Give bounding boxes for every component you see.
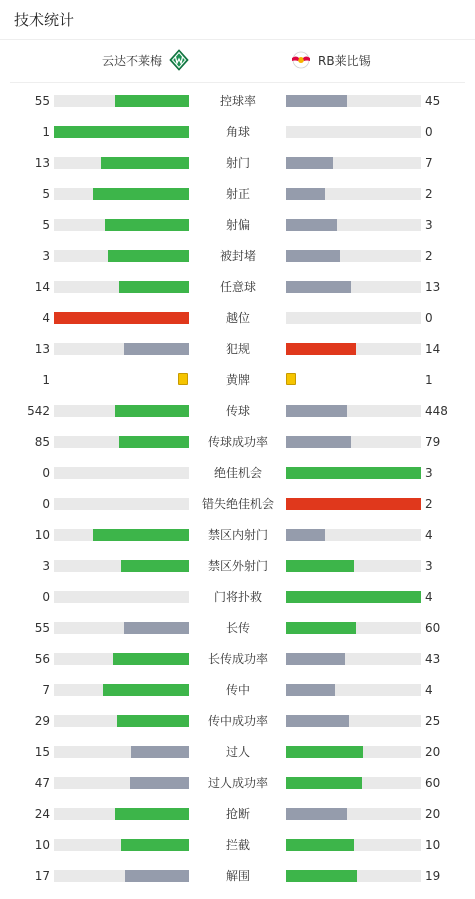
home-bar-fill — [115, 95, 189, 107]
stat-label: 错失绝佳机会 — [201, 497, 274, 511]
away-value: 45 — [425, 94, 441, 108]
home-bar-fill — [54, 126, 189, 138]
stat-label: 越位 — [225, 311, 250, 325]
stat-row — [0, 155, 475, 186]
away-bar-track — [286, 870, 421, 882]
home-value: 5 — [42, 218, 50, 232]
away-bar-track — [286, 250, 421, 262]
away-bar-track — [286, 126, 421, 138]
home-bar-track — [54, 281, 189, 293]
away-bar-track — [286, 467, 421, 479]
home-bar-fill — [105, 219, 189, 231]
away-bar-track — [286, 436, 421, 448]
away-bar-fill — [286, 467, 421, 479]
stat-row — [0, 775, 475, 806]
home-bar-track — [54, 839, 189, 851]
away-bar-fill — [286, 188, 325, 200]
away-value: 4 — [425, 683, 433, 697]
away-bar-track — [286, 777, 421, 789]
away-value: 79 — [425, 435, 441, 449]
away-bar-track — [286, 560, 421, 572]
away-bar-track — [286, 281, 421, 293]
stat-row — [0, 186, 475, 217]
stat-row — [0, 806, 475, 837]
away-bar-fill — [286, 281, 351, 293]
werder-bremen-logo-icon — [168, 49, 190, 71]
away-bar-track — [286, 343, 421, 355]
away-bar-track — [286, 95, 421, 107]
away-value: 4 — [425, 528, 433, 542]
home-value: 542 — [27, 404, 50, 418]
home-bar-fill — [117, 715, 189, 727]
stat-row — [0, 837, 475, 868]
home-team[interactable] — [102, 49, 190, 71]
home-bar-track — [54, 591, 189, 603]
away-bar-track — [286, 312, 421, 324]
away-bar-track — [286, 653, 421, 665]
home-bar-track — [54, 436, 189, 448]
away-bar-fill — [286, 219, 337, 231]
stat-label: 过人 — [225, 745, 250, 759]
home-value: 10 — [34, 528, 50, 542]
stat-label: 拦截 — [225, 838, 250, 852]
away-bar-track — [286, 219, 421, 231]
away-value: 7 — [425, 156, 433, 170]
home-value: 13 — [34, 156, 50, 170]
home-value: 13 — [34, 342, 50, 356]
home-value: 85 — [34, 435, 50, 449]
stat-row — [0, 372, 475, 403]
away-bar-track — [286, 498, 421, 510]
home-bar-fill — [121, 839, 189, 851]
home-bar-fill — [124, 343, 189, 355]
stat-row — [0, 217, 475, 248]
away-value: 2 — [425, 249, 433, 263]
away-bar-track — [286, 405, 421, 417]
away-value: 60 — [425, 776, 441, 790]
stat-row — [0, 310, 475, 341]
home-bar-track — [54, 467, 189, 479]
away-bar-track — [286, 715, 421, 727]
away-value: 3 — [425, 466, 433, 480]
stat-row — [0, 682, 475, 713]
away-value: 10 — [425, 838, 441, 852]
away-bar-fill — [286, 653, 345, 665]
stat-label: 过人成功率 — [207, 776, 268, 790]
home-bar-track — [54, 405, 189, 417]
away-value: 20 — [425, 807, 441, 821]
away-bar-track — [286, 157, 421, 169]
home-value: 47 — [34, 776, 50, 790]
stat-row — [0, 403, 475, 434]
home-value: 56 — [34, 652, 50, 666]
stat-label: 传中成功率 — [207, 714, 268, 728]
home-bar-track — [54, 498, 189, 510]
home-bar-fill — [115, 808, 189, 820]
home-value: 29 — [34, 714, 50, 728]
stats-list — [0, 83, 475, 899]
away-bar-fill — [286, 343, 356, 355]
home-bar-fill — [119, 281, 189, 293]
stat-row — [0, 124, 475, 155]
stat-row — [0, 248, 475, 279]
away-bar-fill — [286, 715, 349, 727]
stat-label: 禁区内射门 — [207, 528, 268, 542]
home-bar-fill — [103, 684, 189, 696]
home-value: 7 — [42, 683, 50, 697]
home-value: 0 — [42, 466, 50, 480]
home-value: 10 — [34, 838, 50, 852]
away-bar-fill — [286, 95, 347, 107]
home-bar-fill — [93, 529, 189, 541]
home-value: 55 — [34, 621, 50, 635]
stat-label: 被封堵 — [219, 249, 256, 263]
home-bar-track — [54, 188, 189, 200]
away-value: 25 — [425, 714, 441, 728]
stat-label: 禁区外射门 — [207, 559, 268, 573]
home-bar-fill — [121, 560, 189, 572]
home-value: 3 — [42, 559, 50, 573]
rb-leipzig-logo-icon — [290, 49, 312, 71]
away-bar-fill — [286, 250, 340, 262]
stat-label: 传球成功率 — [207, 435, 268, 449]
stat-label: 射门 — [225, 156, 250, 170]
stat-row — [0, 279, 475, 310]
home-bar-track — [54, 95, 189, 107]
away-value: 60 — [425, 621, 441, 635]
home-value: 3 — [42, 249, 50, 263]
home-value: 1 — [42, 373, 50, 387]
stat-row — [0, 744, 475, 775]
away-bar-track — [286, 684, 421, 696]
home-bar-track — [54, 312, 189, 324]
away-bar-track — [286, 591, 421, 603]
away-bar-fill — [286, 870, 357, 882]
stat-row — [0, 434, 475, 465]
stat-label: 任意球 — [219, 280, 256, 294]
away-value: 0 — [425, 311, 433, 325]
home-bar-fill — [131, 746, 189, 758]
away-bar-track — [286, 188, 421, 200]
teams-header — [10, 40, 465, 83]
stat-label: 长传 — [225, 621, 250, 635]
stat-label: 犯规 — [225, 342, 250, 356]
home-value: 17 — [34, 869, 50, 883]
header — [0, 0, 475, 40]
stat-label: 解围 — [225, 869, 250, 883]
away-value: 43 — [425, 652, 441, 666]
stat-label: 射偏 — [225, 218, 250, 232]
away-value: 14 — [425, 342, 441, 356]
home-bar-track — [54, 653, 189, 665]
stat-label: 控球率 — [219, 94, 256, 108]
away-value: 13 — [425, 280, 441, 294]
stat-label: 角球 — [225, 125, 250, 139]
away-value: 2 — [425, 187, 433, 201]
away-bar-fill — [286, 560, 354, 572]
stat-row — [0, 651, 475, 682]
away-team-name: RB莱比锡 — [318, 53, 371, 68]
stat-row — [0, 620, 475, 651]
stat-label: 传球 — [225, 404, 250, 418]
stat-row — [0, 341, 475, 372]
home-value: 0 — [42, 497, 50, 511]
home-bar-fill — [108, 250, 189, 262]
home-bar-track — [54, 746, 189, 758]
away-value: 2 — [425, 497, 433, 511]
stat-row — [0, 465, 475, 496]
home-yellow-card-icon — [178, 373, 188, 385]
away-bar-fill — [286, 684, 335, 696]
home-bar-track — [54, 622, 189, 634]
stat-label: 绝佳机会 — [213, 466, 262, 480]
home-bar-track — [54, 560, 189, 572]
away-bar-fill — [286, 808, 347, 820]
home-bar-fill — [54, 312, 189, 324]
home-bar-track — [54, 870, 189, 882]
stat-row — [0, 713, 475, 744]
home-bar-track — [54, 684, 189, 696]
away-bar-track — [286, 839, 421, 851]
stat-label: 传中 — [225, 683, 250, 697]
away-bar-fill — [286, 622, 356, 634]
home-bar-track — [54, 250, 189, 262]
away-bar-track — [286, 746, 421, 758]
home-bar-track — [54, 343, 189, 355]
page-title: 技术统计 — [14, 11, 75, 29]
home-value: 55 — [34, 94, 50, 108]
away-value: 4 — [425, 590, 433, 604]
home-bar-fill — [130, 777, 189, 789]
away-value: 448 — [425, 404, 448, 418]
home-bar-track — [54, 777, 189, 789]
away-value: 1 — [425, 373, 433, 387]
home-bar-track — [54, 126, 189, 138]
away-bar-track — [286, 808, 421, 820]
away-value: 20 — [425, 745, 441, 759]
away-bar-fill — [286, 529, 325, 541]
away-value: 3 — [425, 559, 433, 573]
home-bar-fill — [93, 188, 189, 200]
stat-label: 门将扑救 — [213, 590, 262, 604]
home-value: 1 — [42, 125, 50, 139]
home-value: 14 — [34, 280, 50, 294]
away-yellow-card-icon — [286, 373, 296, 385]
home-bar-fill — [115, 405, 189, 417]
away-value: 3 — [425, 218, 433, 232]
away-bar-track — [286, 622, 421, 634]
away-value: 0 — [425, 125, 433, 139]
stat-row — [0, 868, 475, 899]
away-bar-fill — [286, 839, 354, 851]
home-bar-fill — [101, 157, 189, 169]
home-value: 4 — [42, 311, 50, 325]
stat-row — [0, 589, 475, 620]
home-value: 0 — [42, 590, 50, 604]
home-bar-track — [54, 219, 189, 231]
stat-label: 射正 — [225, 187, 250, 201]
stat-row — [0, 93, 475, 124]
stat-row — [0, 496, 475, 527]
home-team-name: 云达不莱梅 — [102, 53, 163, 68]
home-bar-track — [54, 715, 189, 727]
away-bar-fill — [286, 157, 333, 169]
stat-row — [0, 527, 475, 558]
home-bar-track — [54, 808, 189, 820]
home-bar-track — [54, 157, 189, 169]
away-team[interactable] — [290, 49, 371, 71]
away-value: 19 — [425, 869, 441, 883]
home-bar-fill — [125, 870, 189, 882]
away-bar-fill — [286, 498, 421, 510]
away-bar-track — [286, 529, 421, 541]
stat-row — [0, 558, 475, 589]
away-bar-fill — [286, 777, 362, 789]
home-bar-track — [54, 529, 189, 541]
stat-label: 抢断 — [225, 807, 250, 821]
stat-label: 黄牌 — [225, 373, 250, 387]
home-bar-fill — [124, 622, 189, 634]
away-bar-fill — [286, 591, 421, 603]
home-bar-fill — [119, 436, 189, 448]
home-value: 5 — [42, 187, 50, 201]
home-value: 15 — [34, 745, 50, 759]
away-bar-fill — [286, 746, 363, 758]
away-bar-fill — [286, 405, 347, 417]
away-bar-fill — [286, 436, 351, 448]
stat-label: 长传成功率 — [207, 652, 268, 666]
home-bar-fill — [113, 653, 189, 665]
home-value: 24 — [34, 807, 50, 821]
